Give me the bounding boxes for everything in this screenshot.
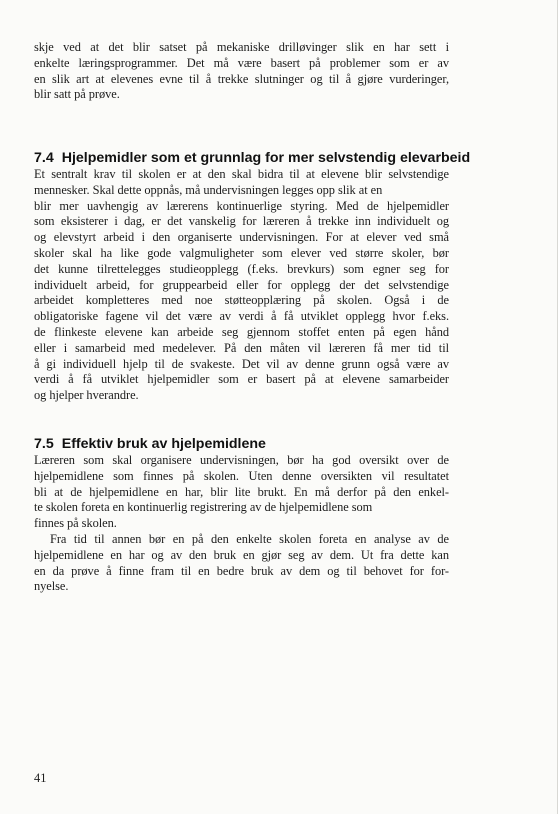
text-line: finnes på skolen.: [34, 516, 117, 531]
text-line: Læreren som skal organisere undervisningen, bør ha god oversikt over de: [34, 453, 449, 467]
text-line: og hjelper hverandre.: [34, 388, 139, 403]
text-line: te skolen foreta en kontinuerlig registrering av de hjelpemidlene som: [34, 500, 373, 515]
text-line: eller i samarbeid med medelever. På den måten vil læreren få mer tid til: [34, 340, 449, 355]
page-number: 41: [34, 771, 47, 785]
text-line: enkelte læringsprogrammer. Det må være basert på problemer som er av: [34, 55, 449, 70]
section-7-5: [34, 435, 449, 595]
text-line: Fra tid til annen bør en på den enkelte skolen foreta en analyse av de: [50, 531, 449, 546]
text-line: Et sentralt krav til skolen er at den skal bidra til at elevene blir selvstendige: [34, 167, 449, 181]
text-line: og elevstyrt arbeid i den organiserte undervisningen. For at elever ved små: [34, 230, 449, 245]
text-line: arbeidet kompletteres med noe støtteopplæring på skolen. Også i de: [34, 293, 449, 308]
text-line: det kunne tilrettelegges studieopplegg (f.eks. brevkurs) som egner seg for: [34, 261, 449, 276]
text-line: verdi å få utviklet hjelpemidler som er basert på at elevene samarbeider: [34, 372, 449, 387]
text-line: hjelpemidlene som finnes på skolen. Uten denne oversikten vil resultatet: [34, 468, 449, 483]
text-line: obligatoriske fagene vil det være av verdi å få utviklet opplegg hvor f.eks.: [34, 309, 449, 324]
text-line: bli at de hjelpemidlene en har, blir lite brukt. En må derfor på den enkel-: [34, 484, 449, 499]
text-line: hjelpemidlene en har og av den bruk en gjør seg av dem. Ut fra dette kan: [34, 547, 449, 562]
section-number: 7.5: [34, 436, 54, 452]
text-line: som eksisterer i dag, er det vanskelig for læreren å trekke inn individuelt og: [34, 214, 449, 229]
text-line: skje ved at det blir satset på mekaniske drilløvinger slik en har sett i: [34, 40, 449, 54]
section-heading: [34, 435, 449, 453]
text-line: nyelse.: [34, 579, 69, 594]
section-title: Hjelpemidler som et grunnlag for mer selvstendig elevarbeid: [61, 150, 471, 166]
text-line: individuelt arbeid, for gruppearbeid eller for opplegg der det selvstendige: [34, 277, 449, 292]
text-line: blir mer uavhengig av lærerens kontinuerlige styring. Med de hjelpemidler: [34, 198, 449, 213]
section-number: 7.4: [34, 150, 54, 166]
section-7-4: [34, 149, 471, 404]
section-title: Effektiv bruk av hjelpemidlene: [61, 436, 266, 452]
text-line: mennesker. Skal dette oppnås, må undervisningen legges opp slik at en: [34, 182, 383, 197]
text-line: en slik art at elevenes evne til å trekke slutninger og til å gjøre vurderinger,: [34, 71, 449, 86]
text-line: å gi individuell hjelp til de svakeste. Det vil av denne grunn også være av: [34, 356, 449, 371]
text-line: skoler skal ha like gode valgmuligheter som elever ved større skoler, bør: [34, 245, 449, 260]
text-line: de flinkeste elevene kan arbeide seg gjennom stoffet enten på egen hånd: [34, 324, 449, 339]
text-line: en da prøve å finne fram til en bedre bruk av dem og til behovet for for-: [34, 563, 449, 578]
text-line: blir satt på prøve.: [34, 87, 120, 102]
section-heading: [34, 149, 471, 167]
intro-paragraph: [34, 40, 449, 103]
